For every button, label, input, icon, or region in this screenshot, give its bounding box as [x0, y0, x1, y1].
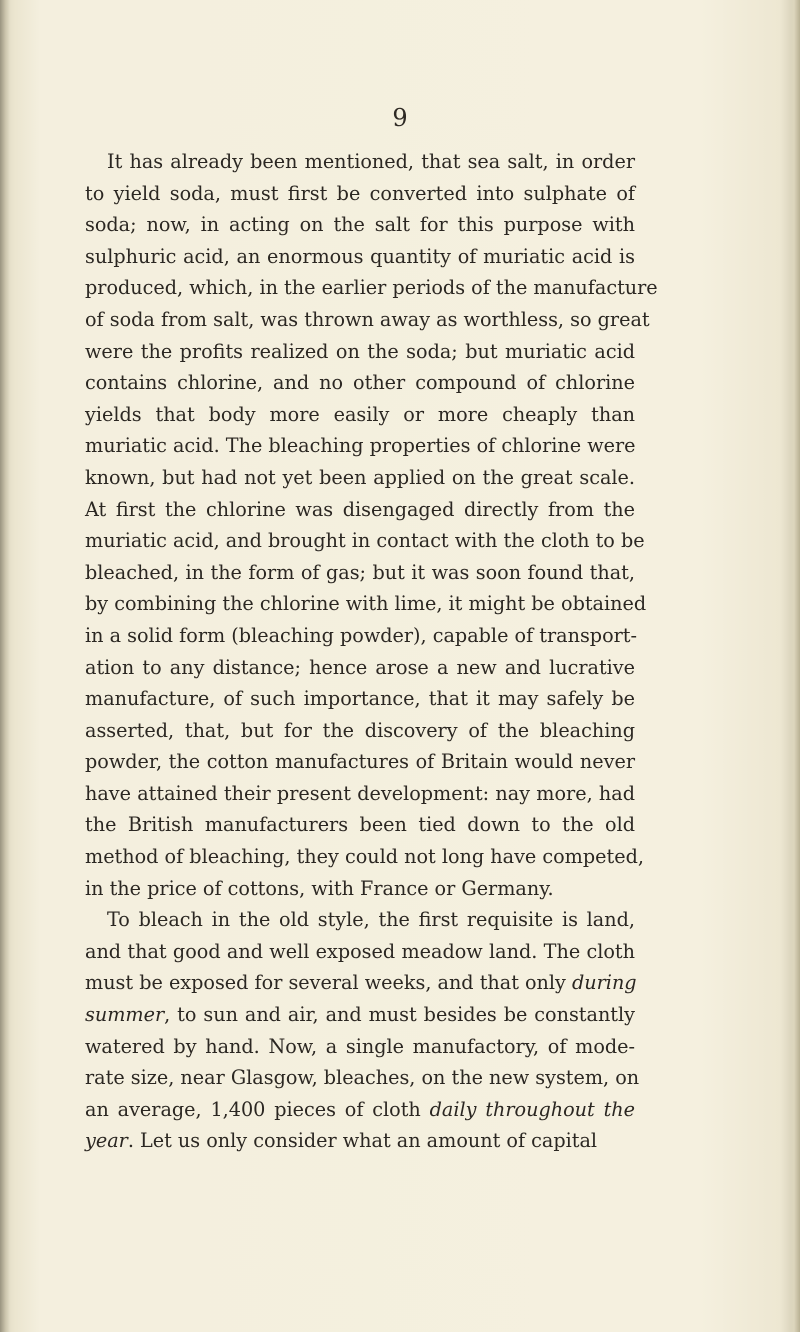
text-line: method of bleaching, they could not long have competed, — [85, 845, 644, 869]
italic-text: daily throughout the — [429, 1097, 635, 1121]
italic-text: during — [572, 971, 637, 995]
text-line: muriatic acid, and brought in contact with the cloth to be — [85, 529, 645, 553]
text-line: rate size, near Glasgow, bleaches, on the new system, on — [85, 1066, 640, 1090]
text-line: year. Let us only consider what an amount of capital — [85, 1129, 598, 1153]
text-line: the British manufacturers been tied down to the old — [85, 813, 635, 837]
text-line: It has already been mentioned, that sea salt, in order — [107, 150, 635, 173]
text-line: watered by hand. Now, a single manufactory, of mode- — [85, 1034, 635, 1058]
page-edge-right — [788, 0, 800, 1332]
page-number: 9 — [392, 104, 408, 132]
text-line: were the profits realized on the soda; but muriatic acid — [85, 339, 635, 363]
text-line: in the price of cottons, with France or Germany. — [85, 876, 554, 900]
text-line: yields that body more easily or more cheaply than — [85, 402, 635, 426]
text-line: muriatic acid. The bleaching properties of chlorine were — [85, 434, 636, 458]
text-line: powder, the cotton manufactures of Britain would never — [85, 750, 635, 774]
body-text — [85, 146, 658, 1157]
text-line: produced, which, in the earlier periods of the manufacture — [85, 276, 658, 300]
text-line: soda; now, in acting on the salt for this purpose with — [85, 213, 635, 237]
text-line: of soda from salt, was thrown away as worthless, so great — [85, 307, 650, 331]
text-line: manufacture, of such importance, that it may safely be — [85, 687, 635, 711]
text-line: sulphuric acid, an enormous quantity of muriatic acid is — [85, 244, 635, 268]
text-line: bleached, in the form of gas; but it was soon found that, — [85, 560, 635, 584]
text-line: contains chlorine, and no other compound of chlorine — [85, 371, 635, 395]
text-line: and that good and well exposed meadow land. The cloth — [85, 939, 635, 963]
text-line: ation to any distance; hence arose a new and lucrative — [85, 655, 635, 679]
text-line: At first the chlorine was disengaged directly from the — [85, 497, 635, 521]
text-line: by combining the chlorine with lime, it might be obtained — [85, 592, 647, 616]
italic-text: year — [85, 1129, 128, 1153]
text-line: known, but had not yet been applied on the great scale. — [85, 465, 635, 489]
text-line: have attained their present development: nay more, had — [85, 781, 635, 805]
text-line: in a solid form (bleaching powder), capable of transport- — [85, 623, 637, 647]
text-line: an average, 1,400 pieces of cloth daily throughout the — [85, 1097, 635, 1121]
text-line: To bleach in the old style, the first requisite is land, — [107, 908, 635, 932]
text-line: must be exposed for several weeks, and that only during — [85, 971, 637, 995]
page-binding-edge-left — [0, 0, 10, 1332]
italic-text: summer — [85, 1003, 165, 1027]
text-line: asserted, that, but for the discovery of the bleaching — [85, 718, 635, 742]
text-line: summer, to sun and air, and must besides be constantly — [85, 1003, 635, 1027]
text-line: to yield soda, must first be converted into sulphate of — [85, 181, 635, 205]
